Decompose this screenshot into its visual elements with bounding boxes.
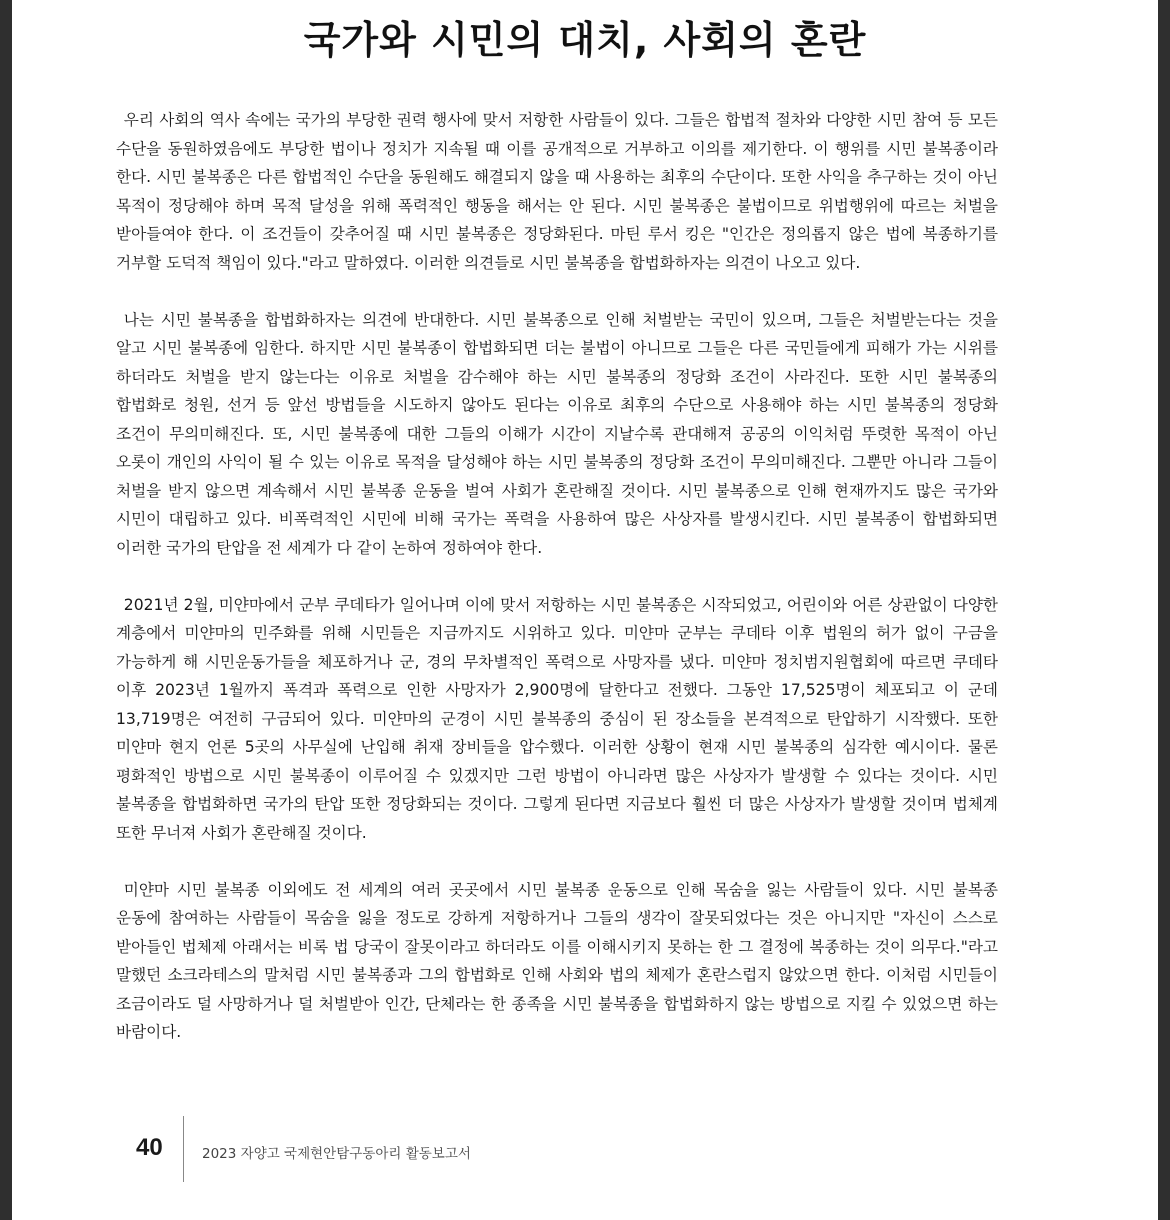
article-body [116, 106, 998, 1075]
page-number: 40 [136, 1134, 163, 1161]
paragraph-4: 미얀마 시민 불복종 이외에도 전 세계의 여러 곳곳에서 시민 불복종 운동으로 인해 목숨을 잃는 사람들이 있다. 시민 불복종 운동에 참여하는 사람들이 목숨을 잃을 정도로 강하게 저항하거나 그들의 생각이 잘못되었다는 것은 아니지만 "자신이 스스로 받아들인 법체제 아래서는 비록 법 당국이 잘못이라고 하더라도 이를 이해시키지 못하는 한 그 결정에 복종하는 것이 의무다."라고 말했던 소크라테스의 말처럼 시민 불복종과 그의 합법화로 인해 사회와 법의 체제가 혼란스럽지 않았으면 한다. 이처럼 시민들이 조금이라도 덜 사망하거나 덜 처벌받아 인간, 단체라는 한 종족을 시민 불복종을 합법화하지 않는 방법으로 지킬 수 있었으면 하는 바람이다. [116, 880, 998, 1041]
viewer-frame-right [1158, 0, 1170, 1220]
footer-divider [183, 1116, 184, 1182]
publication-title: 2023 자양고 국제현안탐구동아리 활동보고서 [202, 1146, 471, 1162]
paragraph-2: 나는 시민 불복종을 합법화하자는 의견에 반대한다. 시민 불복종으로 인해 처벌받는 국민이 있으며, 그들은 처벌받는다는 것을 알고 시민 불복종에 임한다. 하지만 시민 불복종이 합법화되면 더는 불법이 아니므로 그들은 다른 국민들에게 피해가 가는 시위를 하더라도 처벌을 받지 않는다는 이유로 처벌을 감수해야 하는 시민 불복종의 정당화 조건이 사라진다. 또한 시민 불복종의 합법화로 청원, 선거 등 앞선 방법들을 시도하지 않아도 된다는 이유로 최후의 수단으로 사용해야 하는 시민 불복종의 정당화 조건이 무의미해진다. 또, 시민 불복종에 대한 그들의 이해가 시간이 지날수록 관대해져 공공의 이익처럼 뚜렷한 목적이 아닌 오롯이 개인의 사익이 될 수 있는 이유로 목적을 달성해야 하는 시민 불복종의 정당화 조건이 무의미해진다. 그뿐만 아니라 그들이 처벌을 받지 않으면 계속해서 시민 불복종 운동을 벌여 사회가 혼란해질 것이다. 시민 불복종으로 인해 현재까지도 많은 국가와 시민이 대립하고 있다. 비폭력적인 시민에 비해 국가는 폭력을 사용하여 많은 사상자를 발생시킨다. 시민 불복종이 합법화되면 이러한 국가의 탄압을 전 세계가 다 같이 논하여 정하여야 한다. [116, 310, 998, 557]
paragraph-1: 우리 사회의 역사 속에는 국가의 부당한 권력 행사에 맞서 저항한 사람들이 있다. 그들은 합법적 절차와 다양한 시민 참여 등 모든 수단을 동원하였음에도 부당한 법이나 정치가 지속될 때 이를 공개적으로 거부하고 이의를 제기한다. 이 행위를 시민 불복종이라 한다. 시민 불복종은 다른 합법적인 수단을 동원해도 해결되지 않을 때 사용하는 최후의 수단이다. 또한 사익을 추구하는 것이 아닌 목적이 정당해야 하며 목적 달성을 위해 폭력적인 행동을 해서는 안 된다. 시민 불복종은 불법이므로 위법행위에 따르는 처벌을 받아들여야 한다. 이 조건들이 갖추어질 때 시민 불복종은 정당화된다. 마틴 루서 킹은 "인간은 정의롭지 않은 법에 복종하기를 거부할 도덕적 책임이 있다."라고 말하였다. 이러한 의견들로 시민 불복종을 합법화하자는 의견이 나오고 있다. [116, 111, 998, 272]
viewer-frame-left [0, 0, 12, 1220]
page-footer [12, 1116, 1158, 1182]
page-title: 국가와 시민의 대치, 사회의 혼란 [303, 18, 867, 62]
paragraph-3: 2021년 2월, 미얀마에서 군부 쿠데타가 일어나며 이에 맞서 저항하는 시민 불복종은 시작되었고, 어린이와 어른 상관없이 다양한 계층에서 미얀마의 민주화를 위해 시민들은 지금까지도 시위하고 있다. 미얀마 군부는 쿠데타 이후 법원의 허가 없이 구금을 가능하게 해 시민운동가들을 체포하거나 군, 경의 무차별적인 폭력으로 사망자를 냈다. 미얀마 정치범지원협회에 따르면 쿠데타 이후 2023년 1월까지 폭격과 폭력으로 인한 사망자가 2,900명에 달한다고 전했다. 그동안 17,525명이 체포되고 이 군데 13,719명은 여전히 구금되어 있다. 미얀마의 군경이 시민 불복종의 중심이 된 장소들을 본격적으로 탄압하기 시작했다. 또한 미얀마 현지 언론 5곳의 사무실에 난입해 취재 장비들을 압수했다. 이러한 상황이 현재 시민 불복종의 심각한 예시이다. 물론 평화적인 방법으로 시민 불복종이 이루어질 수 있겠지만 그런 방법이 아니라면 많은 사상자가 발생할 수 있다는 것이다. 시민 불복종을 합법화하면 국가의 탄압 또한 정당화되는 것이다. 그렇게 된다면 지금보다 훨씬 더 많은 사상자가 발생할 것이며 법체계 또한 무너져 사회가 혼란해질 것이다. [116, 595, 998, 842]
document-page [12, 0, 1158, 1220]
